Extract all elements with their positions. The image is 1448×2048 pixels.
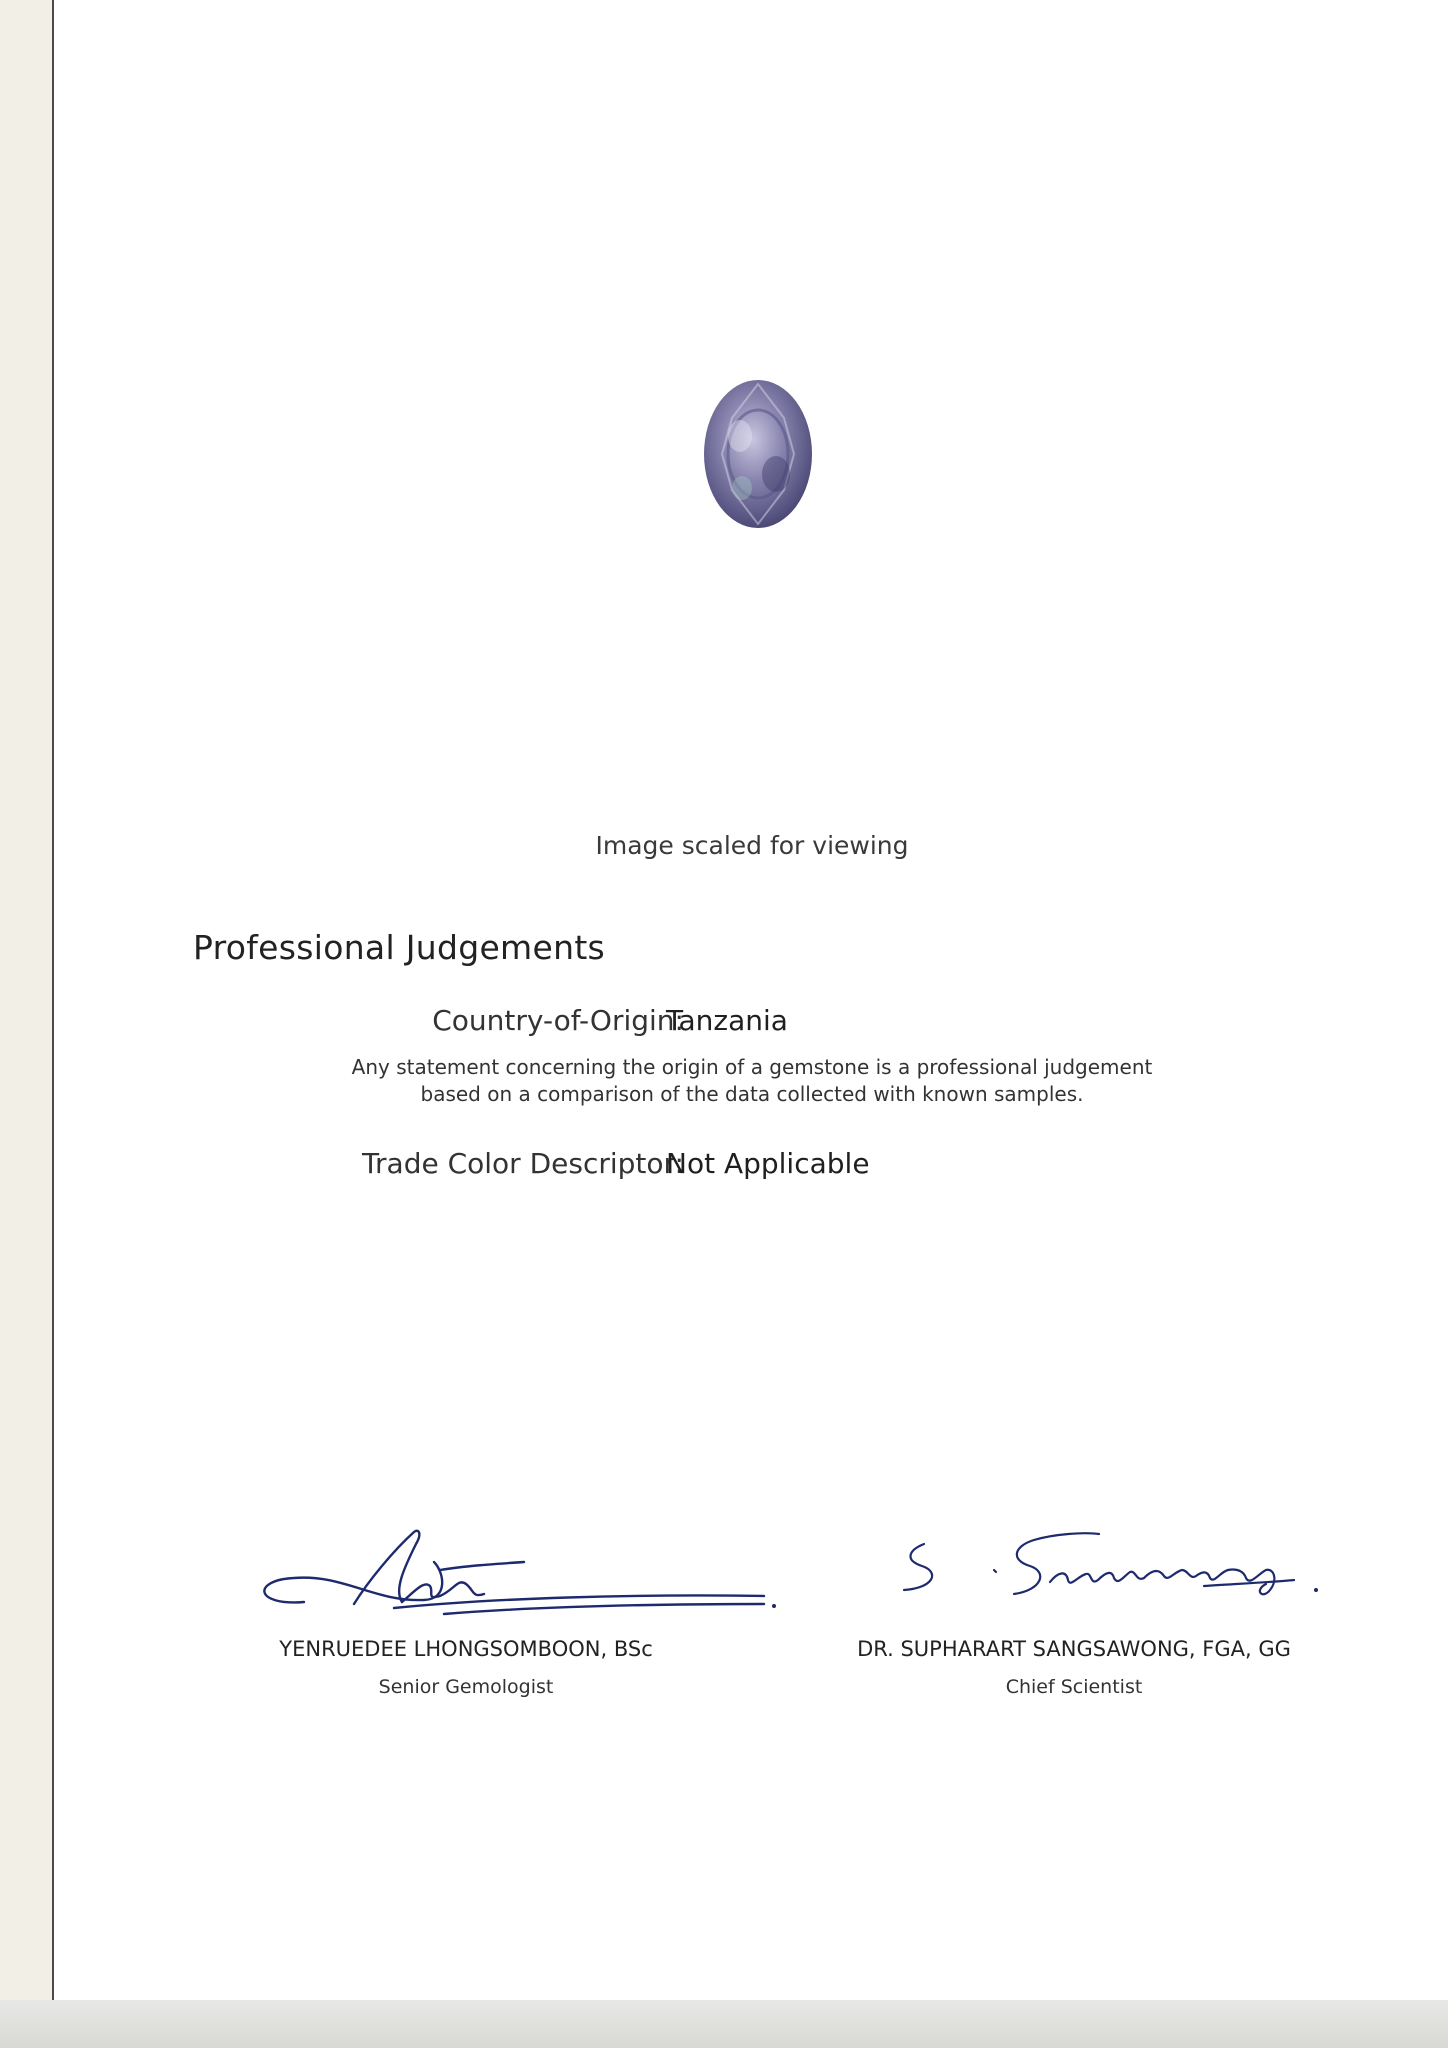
signer-name-right: DR. SUPHARART SANGSAWONG, FGA, GG xyxy=(857,1637,1291,1661)
signer-title-right: Chief Scientist xyxy=(1005,1676,1143,1698)
certificate-page xyxy=(52,0,1448,2000)
signature-right xyxy=(874,1510,1374,1630)
trade-color-label: Trade Color Descriptor: xyxy=(362,1147,684,1180)
origin-disclaimer-line-2: based on a comparison of the data collected with known samples. xyxy=(420,1082,1084,1106)
origin-value: Tanzania xyxy=(666,1004,788,1037)
origin-disclaimer-line-1: Any statement concerning the origin of a gemstone is a professional judgement xyxy=(351,1055,1153,1079)
gemstone-image xyxy=(702,378,814,530)
section-title: Professional Judgements xyxy=(193,928,606,967)
image-caption: Image scaled for viewing xyxy=(595,831,909,860)
origin-disclaimer xyxy=(54,1054,1448,1108)
origin-label: Country-of-Origin: xyxy=(432,1004,684,1037)
signer-name-left: YENRUEDEE LHONGSOMBOON, BSc xyxy=(279,1637,653,1661)
signature-left xyxy=(244,1510,784,1630)
page-bottom-edge xyxy=(0,2000,1448,2048)
trade-color-value: Not Applicable xyxy=(666,1147,870,1180)
signer-title-left: Senior Gemologist xyxy=(378,1676,554,1698)
